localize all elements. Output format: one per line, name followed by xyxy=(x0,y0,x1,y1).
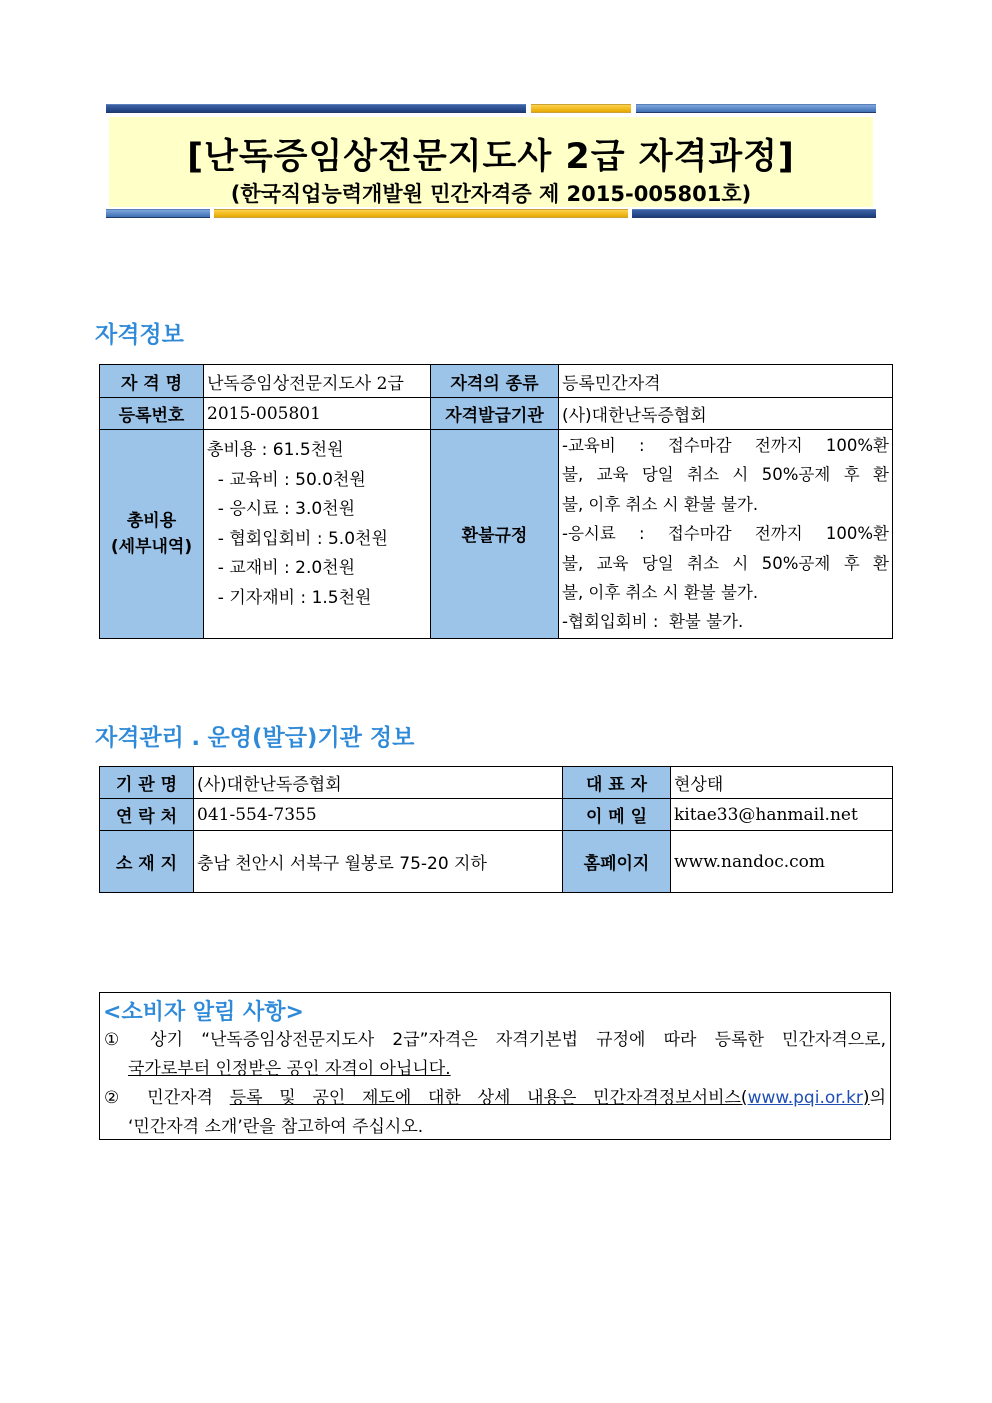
notice-item-2-suffix: 의 xyxy=(869,1088,886,1108)
total-cost-label xyxy=(100,430,204,639)
notice-item-2-line-2: ‘민간자격 소개’란을 참고하여 주십시오. xyxy=(128,1117,424,1137)
refund-policy-label: 환불규정 xyxy=(431,430,559,639)
email-value: kitae33@hanmail.net xyxy=(671,799,893,831)
refund-line: 불, 이후 취소 시 환불 불가. xyxy=(562,494,759,514)
banner-top-bar-middle xyxy=(531,104,631,113)
cost-item: 총비용 : 61.5천원 xyxy=(207,440,344,460)
qualification-name-label: 자 격 명 xyxy=(100,365,204,398)
agency-name-value: (사)대한난독증협회 xyxy=(194,767,563,799)
notice-item-2-prefix: ② 민간자격 xyxy=(104,1088,230,1108)
banner-bottom-bar-middle xyxy=(214,209,628,218)
cost-item: - 기자재비 : 1.5천원 xyxy=(207,587,372,608)
contact-value: 041-554-7355 xyxy=(194,799,563,831)
refund-line: 불, 교육 당일 취소 시 50%공제 후 환 xyxy=(562,465,889,485)
pqi-link[interactable]: www.pqi.or.kr xyxy=(747,1088,863,1108)
banner-bottom-bar-left xyxy=(106,209,210,218)
cost-item: - 응시료 : 3.0천원 xyxy=(207,499,356,519)
qualification-type-label: 자격의 종류 xyxy=(431,365,559,398)
qualification-table xyxy=(99,364,893,639)
refund-line: 불, 이후 취소 시 환불 불가. xyxy=(562,583,759,603)
address-value: 충남 천안시 서북구 월봉로 75-20 지하 xyxy=(194,831,563,893)
total-cost-label-line2: (세부내역) xyxy=(110,536,193,557)
representative-label: 대 표 자 xyxy=(563,767,671,799)
banner-panel xyxy=(109,117,873,207)
address-label: 소 재 지 xyxy=(100,831,194,893)
banner-subtitle: (한국직업능력개발원 민간자격증 제 2015-005801호) xyxy=(230,182,752,206)
banner-top-bar-left xyxy=(106,104,526,113)
notice-item-1-line-1: ① 상기 “난독증임상전문지도사 2급”자격은 자격기본법 규정에 따라 등록한 민간자격으로, xyxy=(104,1030,886,1050)
notice-heading: <소비자 알림 사항> xyxy=(103,1000,304,1025)
cost-item: - 협회입회비 : 5.0천원 xyxy=(207,528,388,549)
notice-item-1-line-2: 국가로부터 인정받은 공인 자격이 아닙니다. xyxy=(128,1059,451,1079)
banner-bottom-bar-right xyxy=(632,209,876,218)
agency-table xyxy=(99,766,893,893)
notice-item-2-close: ) xyxy=(862,1088,870,1108)
consumer-notice xyxy=(99,992,891,1140)
issuing-agency-label: 자격발급기관 xyxy=(431,398,559,430)
refund-line: -교육비 : 접수마감 전까지 100%환 xyxy=(562,436,889,455)
agency-name-label: 기 관 명 xyxy=(100,767,194,799)
banner-top-bar-right xyxy=(636,104,876,113)
agency-heading: 자격관리 ․ 운영(발급)기관 정보 xyxy=(95,725,415,751)
banner-title: [난독증임상전문지도사 2급 자격과정] xyxy=(187,137,795,177)
email-label: 이 메 일 xyxy=(563,799,671,831)
total-cost-label-line1: 총비용 xyxy=(126,510,177,531)
registration-number-value: 2015-005801 xyxy=(204,398,431,430)
qualification-name-value: 난독증임상전문지도사 2급 xyxy=(204,365,431,398)
qualification-heading: 자격정보 xyxy=(95,322,184,348)
registration-number-label: 등록번호 xyxy=(100,398,204,430)
refund-line: 불, 교육 당일 취소 시 50%공제 후 환 xyxy=(562,553,889,573)
homepage-label: 홈페이지 xyxy=(563,831,671,893)
title-banner xyxy=(106,104,876,220)
notice-item-2-underlined: 등록 및 공인 제도에 대한 상세 내용은 민간자격정보서비스( xyxy=(229,1088,748,1108)
representative-value: 현상태 xyxy=(671,767,893,799)
qualification-type-value: 등록민간자격 xyxy=(559,365,893,398)
contact-label: 연 락 처 xyxy=(100,799,194,831)
refund-line: -협회입회비 : 환불 불가. xyxy=(562,612,744,632)
cost-item: - 교재비 : 2.0천원 xyxy=(207,558,356,578)
cost-breakdown xyxy=(204,430,431,639)
issuing-agency-value: (사)대한난독증협회 xyxy=(559,398,893,430)
refund-policy-text xyxy=(559,430,893,639)
cost-item: - 교육비 : 50.0천원 xyxy=(207,469,366,490)
notice-item-1-line-2-wrap xyxy=(128,1055,828,1084)
homepage-value: www.nandoc.com xyxy=(671,831,893,893)
refund-line: -응시료 : 접수마감 전까지 100%환 xyxy=(562,524,889,544)
notice-item-2-line-1 xyxy=(104,1084,886,1113)
